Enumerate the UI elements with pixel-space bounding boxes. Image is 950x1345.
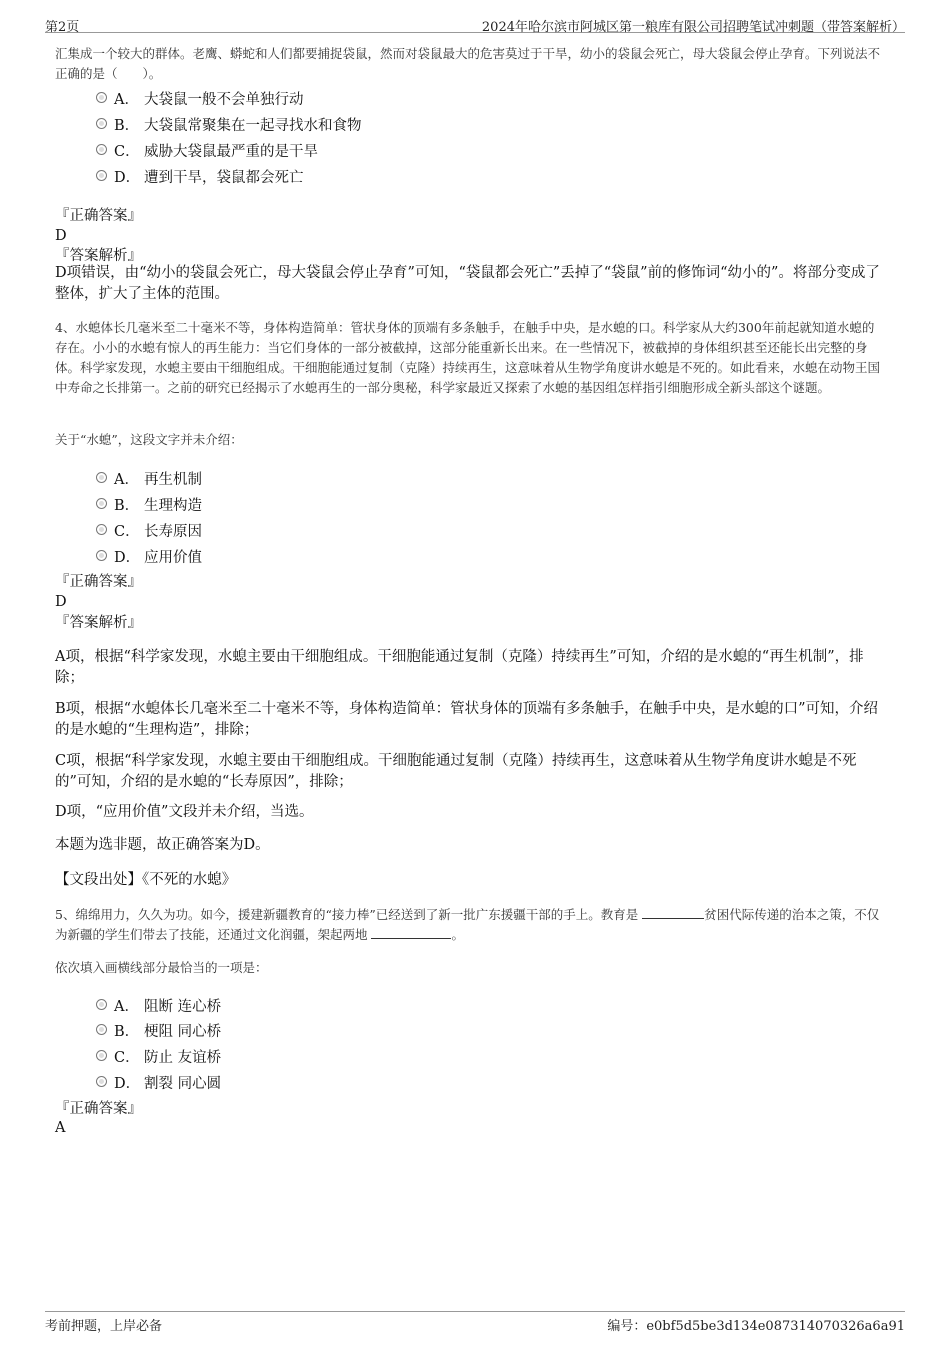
- option-text: 割裂 同心圆: [144, 1076, 222, 1092]
- q4-conclusion: 本题为选非题，故正确答案为D。: [55, 837, 270, 853]
- option-letter: B．: [114, 498, 140, 514]
- q5-stem-part3: 。: [451, 927, 464, 942]
- option-text: 威胁大袋鼠最严重的是干旱: [144, 144, 318, 160]
- page-footer: [45, 1311, 905, 1332]
- radio-icon[interactable]: [96, 118, 107, 129]
- q4-analysis-c: C项，根据“科学家发现，水螅主要由干细胞组成。干细胞能通过复制（克隆）持续再生，这意味着从生物学角度讲水螅是不死的”可知，介绍的是水螅的“长寿原因”，排除；: [55, 753, 857, 790]
- q4-answer-label: 『正确答案』: [55, 574, 142, 590]
- radio-icon[interactable]: [96, 524, 107, 535]
- option-text: 大袋鼠一般不会单独行动: [144, 92, 304, 108]
- option-text: 防止 友谊桥: [144, 1050, 222, 1066]
- q4-stem: 4、水螅体长几毫米至二十毫米不等，身体构造简单：管状身体的顶端有多条触手，在触手中央，是水螅的口。科学家从大约300年前起就知道水螅的存在。小小的水螅有惊人的再生能力：当它们身体的一部分被截掉，这部分能重新长出来。在一些情况下，被截掉的身体组织甚至还能长出完整的身体。科学家发现，水螅主要由干细胞组成。干细胞能通过复制（克隆）持续再生，这意味着从生物学角度讲水螅是不死的。如此看来，水螅在动物王国中寿命之长排第一。之前的研究已经揭示了水螅再生的一部分奥秘，科学家最近又探索了水螅的基因组怎样指引细胞形成全新头部这个谜题。: [55, 320, 881, 395]
- page-number: 第2页: [45, 20, 80, 35]
- code-label: 编号：: [607, 1319, 647, 1334]
- q4-answer: D: [55, 594, 67, 610]
- q4-analysis-b: B项，根据“水螅体长几毫米至二十毫米不等，身体构造简单：管状身体的顶端有多条触手，在触手中央，是水螅的口”可知，介绍的是水螅的“生理构造”，排除；: [55, 701, 878, 738]
- q4-analysis-d: D项，“应用价值”文段并未介绍，当选。: [55, 804, 314, 820]
- q5-stem-part1: 5、绵绵用力，久久为功。如今，援建新疆教育的“接力棒”已经送到了新一批广东援疆干部的手上。教育是: [55, 907, 643, 922]
- option-text: 应用价值: [144, 550, 202, 566]
- q5-stem: [55, 905, 885, 945]
- radio-icon[interactable]: [96, 498, 107, 509]
- document-code: [607, 1315, 905, 1334]
- q3-answer: D: [55, 228, 67, 244]
- option-letter: A．: [114, 999, 139, 1015]
- radio-icon[interactable]: [96, 92, 107, 103]
- q3-answer-label: 『正确答案』: [55, 208, 142, 224]
- option-letter: D．: [114, 1076, 141, 1092]
- option-text: 再生机制: [144, 472, 202, 488]
- option-letter: B．: [114, 118, 140, 134]
- option-text: 大袋鼠常聚集在一起寻找水和食物: [144, 118, 362, 134]
- radio-icon[interactable]: [96, 550, 107, 561]
- option-text: 长寿原因: [144, 524, 202, 540]
- radio-icon[interactable]: [96, 472, 107, 483]
- option-letter: D．: [114, 550, 141, 566]
- q5-stem-part2: 贫困代际传递的治本之策，不仅为新疆的学生们带去了技能，还通过文化润疆，架起两地: [55, 907, 880, 942]
- option-letter: C．: [114, 144, 140, 160]
- option-text: 生理构造: [144, 498, 202, 514]
- q4-analysis-a: A项，根据“科学家发现，水螅主要由干细胞组成。干细胞能通过复制（克隆）持续再生”可知，介绍的是水螅的“再生机制”，排除；: [55, 649, 864, 686]
- option-text: 阻断 连心桥: [144, 999, 222, 1015]
- q4-analysis-label: 『答案解析』: [55, 615, 142, 631]
- q5-answer: A: [55, 1120, 66, 1136]
- option-letter: C．: [114, 524, 140, 540]
- q3-analysis-label: 『答案解析』: [55, 248, 142, 264]
- radio-icon[interactable]: [96, 170, 107, 181]
- option-text: 遭到干旱，袋鼠都会死亡: [144, 170, 304, 186]
- option-letter: A．: [114, 92, 139, 108]
- q4-source: 【文段出处】《不死的水螅》: [55, 872, 237, 888]
- radio-icon[interactable]: [96, 999, 107, 1010]
- option-letter: D．: [114, 170, 141, 186]
- option-letter: C．: [114, 1050, 140, 1066]
- q5-prompt: 依次填入画横线部分最恰当的一项是：: [55, 960, 268, 975]
- option-letter: A．: [114, 472, 139, 488]
- q4-prompt: 关于“水螅”，这段文字并未介绍：: [55, 432, 243, 447]
- footer-slogan: 考前押题，上岸必备: [45, 1319, 163, 1334]
- fill-blank-2[interactable]: [371, 926, 451, 939]
- q5-answer-label: 『正确答案』: [55, 1101, 142, 1117]
- option-text: 梗阻 同心桥: [144, 1024, 222, 1040]
- document-title: 2024年哈尔滨市阿城区第一粮库有限公司招聘笔试冲刺题（带答案解析）: [481, 20, 905, 35]
- radio-icon[interactable]: [96, 1050, 107, 1061]
- q3-stem: 汇集成一个较大的群体。老鹰、蟒蛇和人们都要捕捉袋鼠，然而对袋鼠最大的危害莫过于干旱，幼小的袋鼠会死亡，母大袋鼠会停止孕育。下列说法不正确的是（ ）。: [55, 46, 881, 81]
- radio-icon[interactable]: [96, 1076, 107, 1087]
- radio-icon[interactable]: [96, 144, 107, 155]
- q3-analysis: D项错误，由“幼小的袋鼠会死亡，母大袋鼠会停止孕育”可知，“袋鼠都会死亡”丢掉了“袋鼠”前的修饰词“幼小的”。将部分变成了整体，扩大了主体的范围。: [55, 265, 880, 302]
- fill-blank-1[interactable]: [642, 906, 704, 919]
- code-value: e0bf5d5be3d134e087314070326a6a91: [646, 1319, 905, 1334]
- radio-icon[interactable]: [96, 1024, 107, 1035]
- option-letter: B．: [114, 1024, 140, 1040]
- page-header: [45, 14, 905, 33]
